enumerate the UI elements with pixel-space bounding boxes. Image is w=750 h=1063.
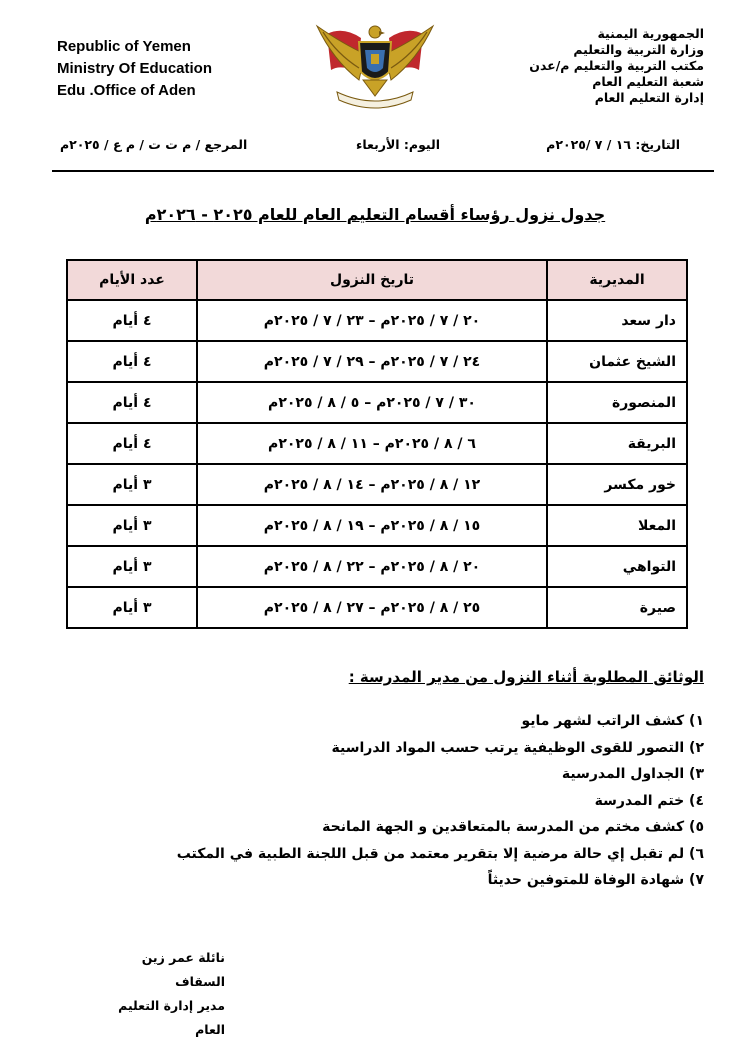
schedule-table <box>66 259 688 629</box>
table-row <box>67 382 687 423</box>
cell-directorate: دار سعد <box>547 300 687 341</box>
table-row <box>67 300 687 341</box>
cell-directorate: خور مكسر <box>547 464 687 505</box>
cell-days: ٤ أيام <box>67 300 197 341</box>
table-row <box>67 546 687 587</box>
cell-date: ٢٠ / ٨ / ٢٠٢٥م – ٢٢ / ٨ / ٢٠٢٥م <box>197 546 547 587</box>
ar-line-section: شعبة التعليم العام <box>592 74 704 89</box>
arabic-letterhead <box>529 26 704 106</box>
reference-field: المرجع / م ت ت / م ع / ٢٠٢٥م <box>60 137 248 152</box>
english-letterhead <box>57 36 212 102</box>
cell-days: ٣ أيام <box>67 464 197 505</box>
cell-days: ٣ أيام <box>67 546 197 587</box>
en-line-ministry: Ministry Of Education <box>57 60 213 77</box>
cell-days: ٤ أيام <box>67 423 197 464</box>
header-directorate: المديرية <box>547 260 687 300</box>
cell-date: ١٢ / ٨ / ٢٠٢٥م – ١٤ / ٨ / ٢٠٢٥م <box>197 464 547 505</box>
en-line-office: Edu .Office of Aden <box>57 82 196 99</box>
table-header-row <box>67 260 687 300</box>
table-row <box>67 587 687 628</box>
table-row <box>67 464 687 505</box>
cell-days: ٤ أيام <box>67 382 197 423</box>
table-row <box>67 505 687 546</box>
list-item: ٤) ختم المدرسة <box>594 792 704 809</box>
signature-block <box>105 946 225 1042</box>
list-item: ٧) شهادة الوفاة للمتوفين حديثاً <box>487 872 704 888</box>
cell-directorate: المنصورة <box>547 382 687 423</box>
info-row <box>60 137 680 157</box>
date-field: التاريخ: ١٦ / ٧ /٢٠٢٥م <box>546 137 680 152</box>
cell-days: ٣ أيام <box>67 505 197 546</box>
cell-days: ٣ أيام <box>67 587 197 628</box>
document-title: جدول نزول رؤساء أقسام التعليم العام للعام ٢٠٢٥ - ٢٠٢٦م <box>144 205 606 224</box>
documents-title: الوثائق المطلوبة أثناء النزول من مدير المدرسة : <box>348 668 704 686</box>
cell-directorate: البريقة <box>547 423 687 464</box>
header-days: عدد الأيام <box>67 260 197 300</box>
cell-date: ٢٤ / ٧ / ٢٠٢٥م – ٢٩ / ٧ / ٢٠٢٥م <box>197 341 547 382</box>
cell-directorate: الشيخ عثمان <box>547 341 687 382</box>
day-field: اليوم: الأربعاء <box>355 137 440 152</box>
signatory-position: مدير إدارة التعليم العام <box>118 998 225 1037</box>
header-divider <box>52 170 714 172</box>
cell-date: ٢٠ / ٧ / ٢٠٢٥م – ٢٣ / ٧ / ٢٠٢٥م <box>197 300 547 341</box>
ar-line-department: إدارة التعليم العام <box>594 90 704 105</box>
list-item: ٢) التصور للقوى الوظيفية يرتب حسب المواد الدراسية <box>331 739 704 756</box>
ar-line-ministry: وزارة التربية والتعليم <box>573 42 704 57</box>
documents-list <box>177 708 704 894</box>
table-row <box>67 423 687 464</box>
header-date: تاريخ النزول <box>197 260 547 300</box>
cell-date: ٢٥ / ٨ / ٢٠٢٥م – ٢٧ / ٨ / ٢٠٢٥م <box>197 587 547 628</box>
cell-date: ٦ / ٨ / ٢٠٢٥م – ١١ / ٨ / ٢٠٢٥م <box>197 423 547 464</box>
en-line-country: Republic of Yemen <box>57 38 191 55</box>
signatory-name: نائلة عمر زين السقاف <box>141 950 225 989</box>
list-item: ٥) كشف مختم من المدرسة بالمتعاقدين و الجهة المانحة <box>322 819 704 835</box>
yemen-eagle-emblem-icon <box>313 20 437 112</box>
cell-directorate: المعلا <box>547 505 687 546</box>
cell-days: ٤ أيام <box>67 341 197 382</box>
ar-line-country: الجمهورية اليمنية <box>597 26 704 41</box>
list-item: ١) كشف الراتب لشهر مايو <box>521 713 704 729</box>
cell-date: ١٥ / ٨ / ٢٠٢٥م – ١٩ / ٨ / ٢٠٢٥م <box>197 505 547 546</box>
ar-line-office: مكتب التربية والتعليم م/عدن <box>529 58 704 73</box>
list-item: ٦) لم تقبل إي حالة مرضية إلا بتقرير معتمد من قبل اللجنة الطبية في المكتب <box>176 845 704 862</box>
cell-directorate: التواهي <box>547 546 687 587</box>
list-item: ٣) الجداول المدرسية <box>561 766 704 782</box>
cell-date: ٣٠ / ٧ / ٢٠٢٥م – ٥ / ٨ / ٢٠٢٥م <box>197 382 547 423</box>
cell-directorate: صيرة <box>547 587 687 628</box>
table-row <box>67 341 687 382</box>
